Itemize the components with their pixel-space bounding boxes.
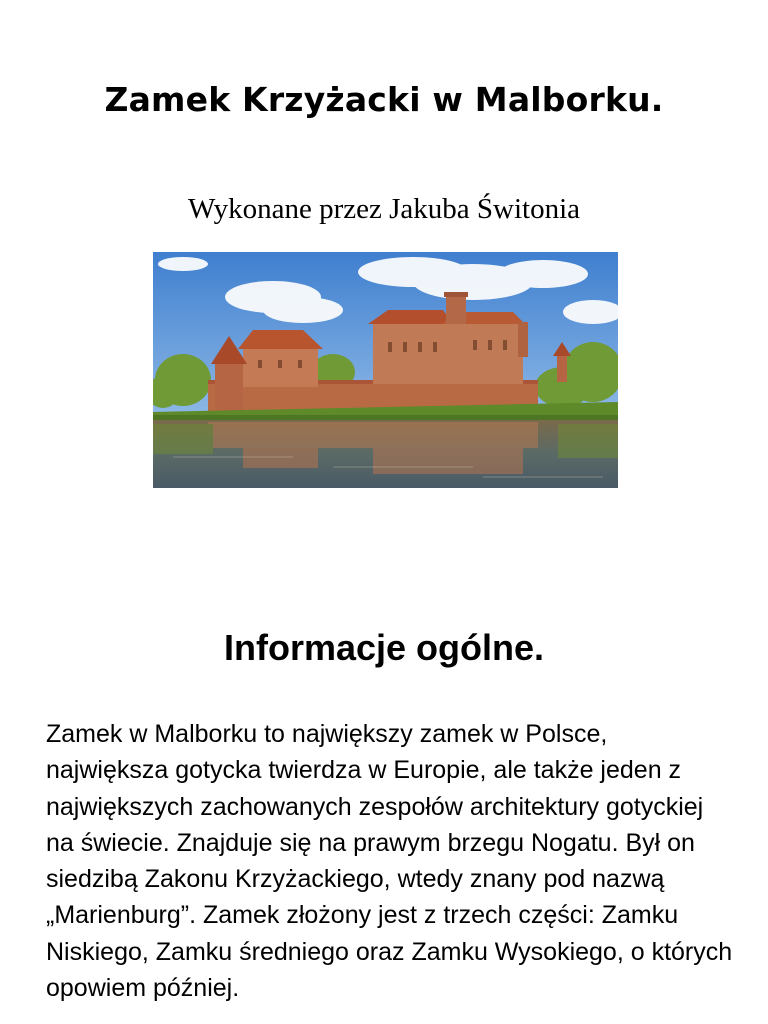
section-heading: Informacje ogólne.: [223, 627, 545, 668]
slide-title: Zamek Krzyżacki w Malborku.: [104, 80, 664, 119]
slide-subtitle: Wykonane przez Jakuba Świtonia: [187, 193, 581, 225]
body-paragraph: Zamek w Malborku to największy zamek w Polsce, największa gotycka twierdza w Europie, ale także jeden z największych zachowanych zespołów architektury gotyckiej na świecie. Znajduje się na prawym brzegu Nogatu. Był on siedzibą Zakonu Krzyżackiego, wtedy znany pod nazwą „Marienburg”. Zamek złożony jest z trzech części: Zamku Niskiego, Zamku średniego oraz Zamku Wysokiego, o których opowiem później.: [46, 720, 733, 1003]
castle-photo: [153, 252, 618, 488]
